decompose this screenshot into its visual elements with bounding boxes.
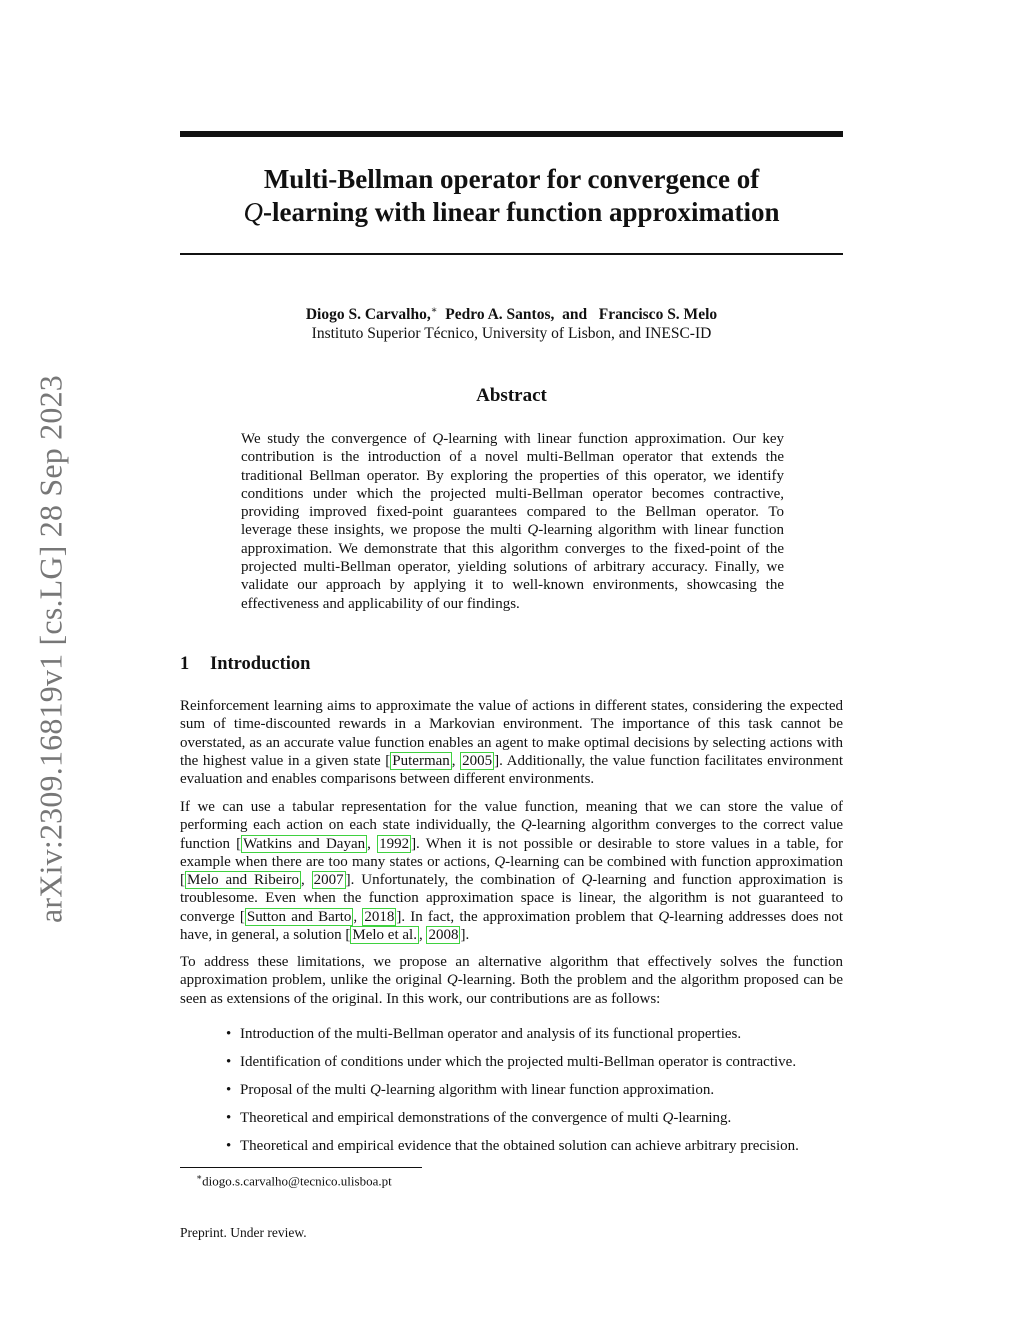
author-block: Diogo S. Carvalho,∗ Pedro A. Santos, and Francisco S. Melo Instituto Superior Técnico, University of Lisbon, and INESC-ID — [180, 301, 843, 343]
paper-title: Multi-Bellman operator for convergence of Q-learning with linear function approximation — [243, 164, 780, 227]
citation-watkins-dayan[interactable]: Watkins and Dayan , 1992 — [243, 835, 410, 852]
intro-paragraph-3: To address these limitations, we propose an alternative algorithm that effectively solves the function approximation problem, unlike the original Q-learning. Both the problem and the algorithm proposed can be seen as extensions of the original. In this work, our contributions are as follows: — [180, 954, 843, 1007]
intro-paragraph-2: If we can use a tabular representation for the value function, meaning that we can store the value of performing each action on each state individually, the Q-learning algorithm converges to the correct value function [ Watkins and Dayan , 1992 ]. When it is not possible or desirable to store values in a table, for example when there are too many states or actions, Q-learning can be combined with function approximation [ Melo and Ribeiro , 2007 ]. Unfortunately, the combination of Q-learning and function approximation is troublesome. Even when the function approximation space is linear, the algorithm is not guaranteed to converge [ Sutton and Barto , 2018 ]. In fact, the approximation problem that Q-learning addresses does not have, in general, a solution [ Melo et al. , 2008 ]. — [180, 799, 844, 944]
preprint-notice: Preprint. Under review. — [180, 1225, 307, 1240]
intro-paragraph-1: Reinforcement learning aims to approximate the value of actions in different states, considering the expected sum of time-discounted rewards in a Markovian environment. The importance of this task cannot be overstated, as an accurate value function enables an agent to make optimal decisions by selecting actions with the highest value in a given state [ Puterman , 2005 ]. Additionally, the value function facilitates environment evaluation and enables comparisons between different environments. — [180, 698, 843, 788]
arxiv-identifier: arXiv:2309.16819v1 [cs.LG] 28 Sep 2023 — [32, 375, 68, 923]
citation-melo-ribeiro[interactable]: Melo and Ribeiro , 2007 — [187, 872, 344, 889]
citation-melo-et-al[interactable]: Melo et al. , 2008 — [352, 927, 459, 944]
email-link: diogo.s.carvalho@tecnico.ulisboa.pt — [202, 1173, 392, 1189]
list-item: • Introduction of the multi-Bellman operator and analysis of its functional properties. — [226, 1025, 856, 1053]
affiliation: Instituto Superior Técnico, University of Lisbon, and INESC-ID — [311, 325, 712, 343]
list-item: • Identification of conditions under which the projected multi-Bellman operator is contractive. — [226, 1053, 856, 1081]
title-top-rule — [180, 131, 843, 137]
list-item: • Theoretical and empirical demonstrations of the convergence of multi Q-learning. — [226, 1109, 856, 1137]
list-item: • Theoretical and empirical evidence that the obtained solution can achieve arbitrary precision. — [226, 1137, 856, 1165]
list-item: • Proposal of the multi Q-learning algorithm with linear function approximation. — [226, 1081, 856, 1109]
citation-sutton-barto[interactable]: Sutton and Barto , 2018 — [246, 908, 395, 925]
author-1: Diogo S. Carvalho, — [305, 306, 431, 324]
title-bottom-rule — [180, 253, 843, 255]
author-2: Pedro A. Santos, — [445, 306, 555, 324]
contributions-list — [226, 1025, 856, 1165]
footnote-rule — [180, 1167, 422, 1168]
footnote-mark: ∗ — [430, 305, 438, 316]
citation-puterman[interactable]: Puterman , 2005 — [392, 752, 493, 769]
abstract-text: We study the convergence of Q-learning with linear function approximation. Our key contribution is the introduction of a novel multi-Bellman operator that extends the traditional Bellman operator. By exploring the properties of this operator, we identify conditions under which the projected multi-Bellman operator becomes contractive, providing improved fixed-point guarantees compared to the Bellman operator. To leverage these insights, we propose the multi Q-learning algorithm with linear function approximation. We demonstrate that this algorithm converges to the fixed-point of the projected multi-Bellman operator, yielding solutions of arbitrary accuracy. Finally, we validate our approach by applying it to well-known environments, showcasing the effectiveness and applicability of our findings. — [241, 431, 784, 612]
section-heading: 1 Introduction — [180, 654, 311, 674]
footnote: ∗diogo.s.carvalho@tecnico.ulisboa.pt — [196, 1172, 392, 1189]
author-3: Francisco S. Melo — [598, 306, 718, 324]
abstract-heading: Abstract — [476, 385, 547, 406]
